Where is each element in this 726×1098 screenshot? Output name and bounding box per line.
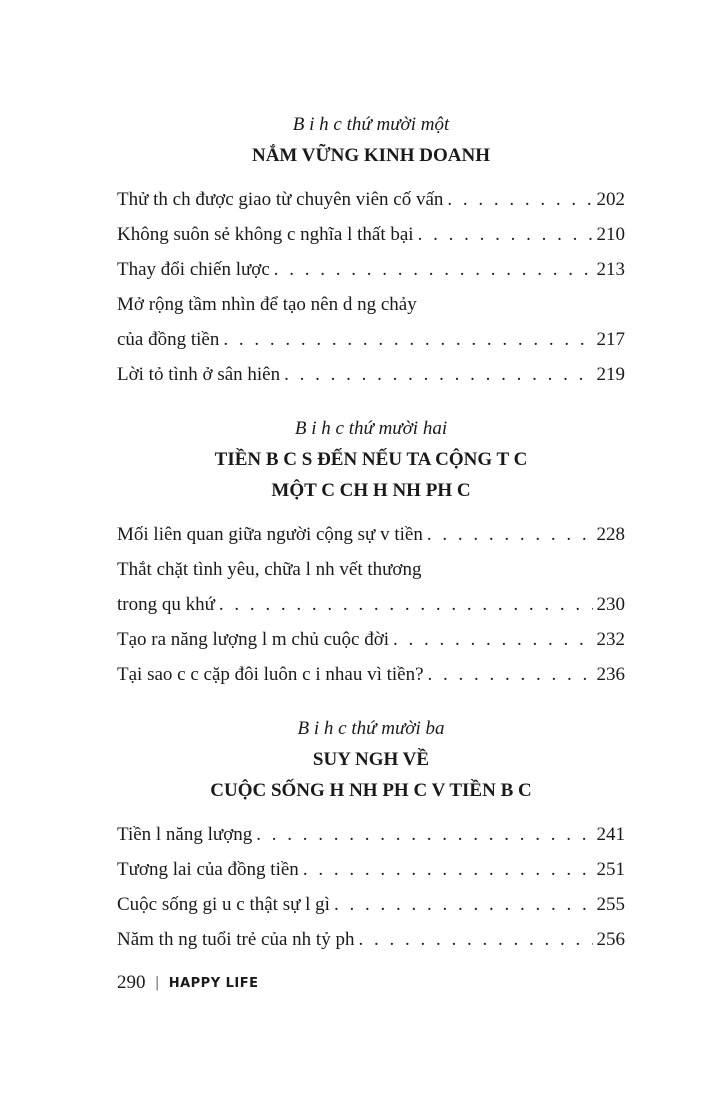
lesson-heading: B i h c thứ mười ba [297, 718, 445, 739]
lesson-heading: B i h c thứ mười hai [294, 418, 448, 439]
toc-entry[interactable] [117, 182, 625, 217]
brand-label: HAPPY LIFE [168, 975, 259, 991]
entry-page: 255 [596, 894, 625, 915]
entry-title: Tạo ra năng lượng l m chủ cuộc đời [117, 629, 390, 650]
entry-title-line1: Thắt chặt tình yêu, chữa l nh vết thương [117, 559, 422, 580]
toc-entry[interactable] [117, 252, 625, 287]
section-title [117, 140, 625, 171]
section-title [117, 744, 625, 806]
toc-entry[interactable] [117, 357, 625, 392]
entry-title: Năm th ng tuổi trẻ của nh tỷ ph [117, 929, 355, 950]
entry-page: 219 [596, 364, 625, 385]
toc-entry[interactable] [117, 217, 625, 252]
toc-entry[interactable] [117, 552, 625, 622]
entry-page: 213 [596, 259, 625, 280]
entry-page: 236 [596, 664, 625, 685]
footer-separator: | [155, 974, 159, 991]
entry-page: 251 [596, 859, 625, 880]
leader-dots [303, 852, 593, 887]
leader-dots [358, 922, 592, 957]
leader-dots [418, 217, 593, 252]
entry-page: 230 [596, 594, 625, 615]
toc-section [117, 110, 625, 392]
leader-dots [223, 322, 592, 357]
toc-section [117, 714, 625, 957]
entry-title: trong qu khứ [117, 594, 215, 615]
section-title-line: MỘT C CH H NH PH C [271, 480, 471, 501]
toc-entry[interactable] [117, 657, 625, 692]
entry-title: Tương lai của đồng tiền [117, 859, 299, 880]
toc-entry[interactable] [117, 922, 625, 957]
leader-dots [427, 517, 593, 552]
entry-title: Thử th ch được giao từ chuyên viên cố vấn [117, 189, 444, 210]
table-of-contents [117, 110, 625, 979]
entry-page: 202 [596, 189, 625, 210]
leader-dots [447, 182, 592, 217]
entry-page: 210 [596, 224, 625, 245]
entry-page: 228 [596, 524, 625, 545]
entry-title: Không suôn sẻ không c nghĩa l thất bại [117, 224, 414, 245]
toc-entry[interactable] [117, 887, 625, 922]
page-number: 290 [117, 972, 146, 993]
entry-page: 232 [596, 629, 625, 650]
toc-entry[interactable] [117, 852, 625, 887]
lesson-heading: B i h c thứ mười một [292, 114, 450, 135]
entry-page: 256 [596, 929, 625, 950]
section-title-line: NẮM VỮNG KINH DOANH [251, 145, 491, 166]
entry-page: 217 [596, 329, 625, 350]
toc-entry[interactable] [117, 622, 625, 657]
section-title-line: CUỘC SỐNG H NH PH C V TIỀN B C [210, 780, 532, 801]
page-footer [117, 972, 259, 994]
leader-dots [219, 587, 593, 622]
entry-title: Cuộc sống gi u c thật sự l gì [117, 894, 330, 915]
section-title-line: SUY NGH VỀ [312, 749, 430, 770]
entry-title: Mối liên quan giữa người cộng sự v tiền [117, 524, 423, 545]
section-title [117, 444, 625, 506]
leader-dots [274, 252, 593, 287]
leader-dots [256, 817, 592, 852]
entry-page: 241 [596, 824, 625, 845]
leader-dots [284, 357, 592, 392]
toc-entry[interactable] [117, 517, 625, 552]
entry-title: Tại sao c c cặp đôi luôn c i nhau vì tiền? [117, 664, 424, 685]
leader-dots [428, 657, 593, 692]
toc-entry[interactable] [117, 287, 625, 357]
toc-entry[interactable] [117, 817, 625, 852]
leader-dots [334, 887, 593, 922]
entry-title: Lời tỏ tình ở sân hiên [117, 364, 281, 385]
entry-title: của đồng tiền [117, 329, 220, 350]
leader-dots [393, 622, 592, 657]
entry-title-line1: Mở rộng tầm nhìn để tạo nên d ng chảy [117, 294, 417, 315]
entry-title: Tiền l năng lượng [117, 824, 253, 845]
section-title-line: TIỀN B C S ĐẾN NẾU TA CỘNG T C [214, 449, 528, 470]
entry-title: Thay đổi chiến lược [117, 259, 270, 280]
toc-section [117, 414, 625, 692]
